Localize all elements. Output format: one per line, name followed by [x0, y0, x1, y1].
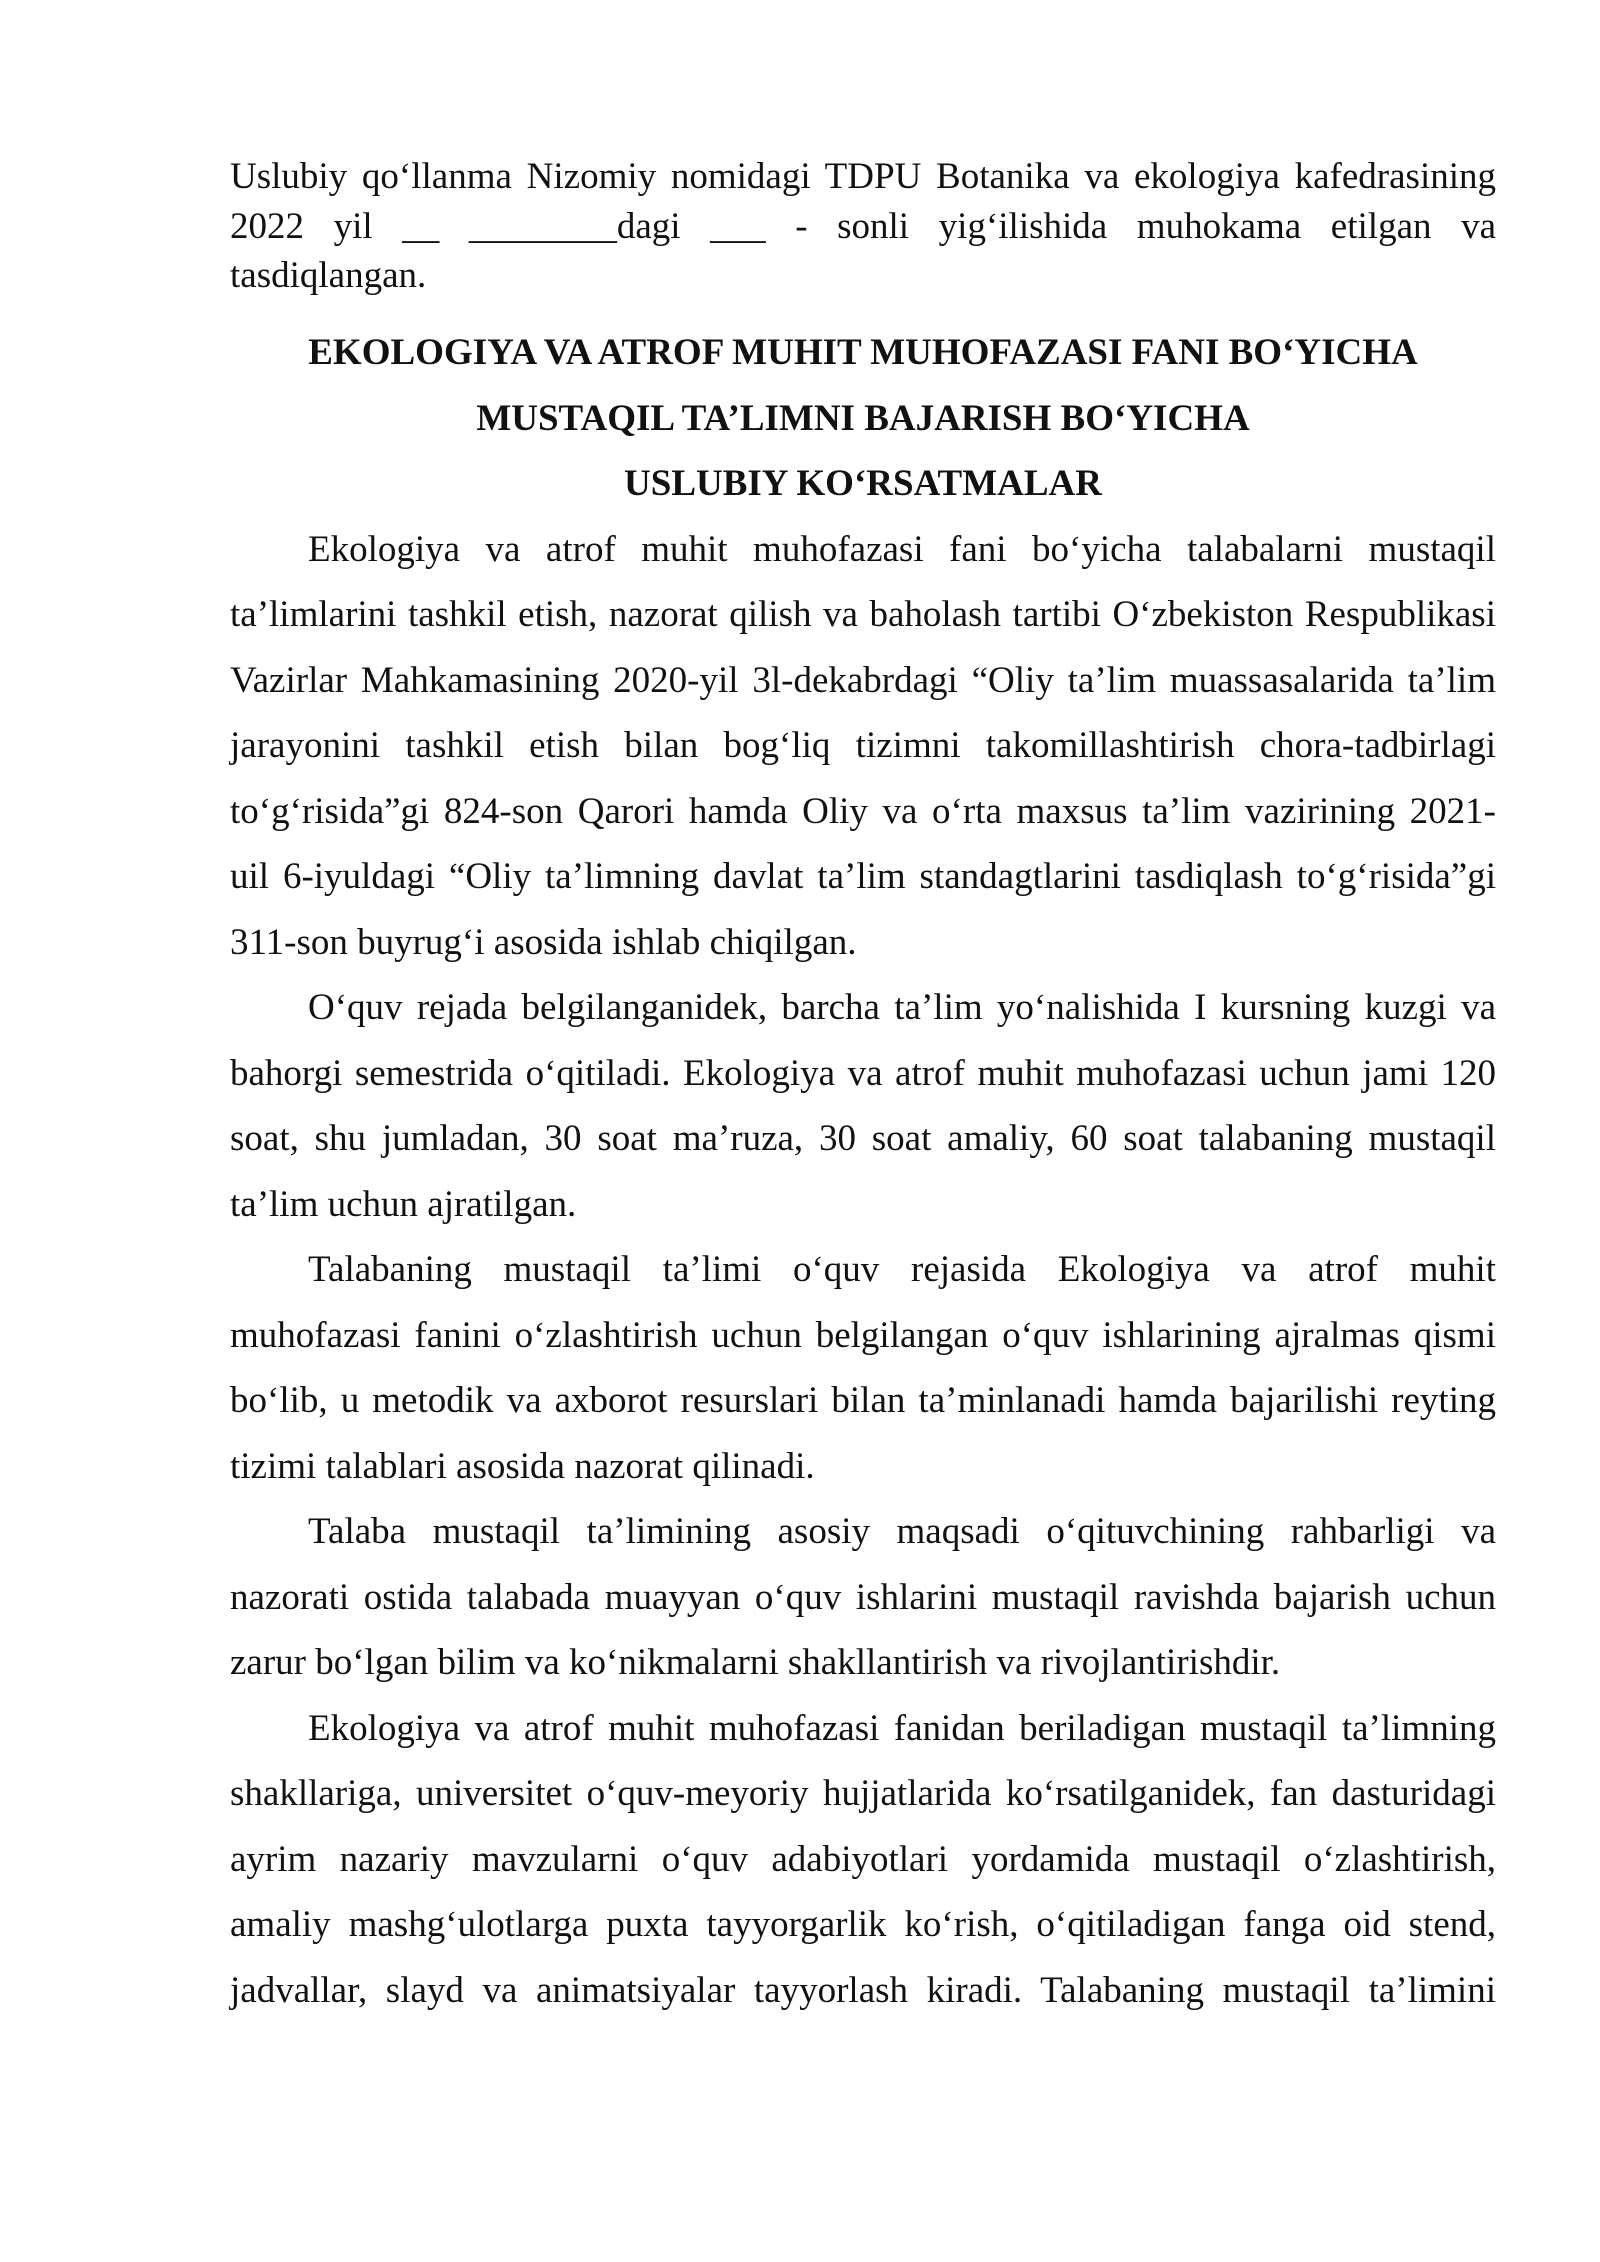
paragraph-line: nazorati ostida talabada muayyan o‘quv ishlarini mustaqil ravishda bajarish uchun [230, 1576, 1496, 1618]
paragraph-line: O‘quv rejada belgilanganidek, barcha ta’lim yo‘nalishida I kursning kuzgi va [308, 987, 1496, 1028]
paragraph-line: 311-son buyrug‘i asosida ishlab chiqilgan. [230, 921, 857, 963]
paragraph-line: to‘g‘risida”gi 824-son Qarori hamda Oliy va o‘rta maxsus ta’lim vazirining 2021- [230, 790, 1496, 832]
document-title [230, 320, 1496, 517]
paragraph-line: soat, shu jumladan, 30 soat ma’ruza, 30 soat amaliy, 60 soat talabaning mustaqil [230, 1118, 1496, 1159]
body-paragraph [230, 1696, 1496, 2024]
approval-note-line: tasdiqlangan. [230, 255, 427, 296]
paragraph-line: Talaba mustaqil ta’limining asosiy maqsadi o‘qituvchining rahbarligi va [308, 1511, 1496, 1552]
paragraph-line: bo‘lib, u metodik va axborot resurslari bilan ta’minlanadi hamda bajarilishi reyting [230, 1380, 1496, 1421]
paragraph-line: uil 6-iyuldagi “Oliy ta’limning davlat ta’lim standagtlarini tasdiqlash to‘g‘risida”gi [230, 856, 1496, 897]
paragraph-line: bahorgi semestrida o‘qitiladi. Ekologiya va atrof muhit muhofazasi uchun jami 120 [230, 1052, 1496, 1094]
paragraph-line: jadvallar, slayd va animatsiyalar tayyorlash kiradi. Talabaning mustaqil ta’limini [230, 1969, 1496, 2011]
paragraph-line: shakllariga, universitet o‘quv-meyoriy hujjatlarida ko‘rsatilganidek, fan dasturidagi [230, 1773, 1496, 1814]
paragraph-line: jarayonini tashkil etish bilan bog‘liq tizimni takomillashtirish chora-tadbirlagi [230, 725, 1496, 766]
title-line: MUSTAQIL TA’LIMNI BAJARISH BO‘YICHA [476, 397, 1250, 439]
body-paragraph [230, 1237, 1496, 1499]
approval-note-line: Uslubiy qo‘llanma Nizomiy nomidagi TDPU Botanika va ekologiya kafedrasining [230, 156, 1496, 197]
approval-note-line: 2022 yil __ ________dagi ___ - sonli yig‘ilishida muhokama etilgan va [230, 205, 1496, 247]
paragraph-line: Talabaning mustaqil ta’limi o‘quv rejasida Ekologiya va atrof muhit [308, 1249, 1496, 1290]
paragraph-line: Ekologiya va atrof muhit muhofazasi fani bo‘yicha talabalarni mustaqil [308, 528, 1496, 570]
document-body [230, 320, 1496, 2023]
paragraph-line: Vazirlar Mahkamasining 2020-yil 3l-dekabrdagi “Oliy ta’lim muassasalarida ta’lim [230, 659, 1496, 701]
paragraph-line: ta’limlarini tashkil etish, nazorat qilish va baholash tartibi O‘zbekiston Respublikasi [230, 594, 1496, 635]
body-paragraph [230, 517, 1496, 976]
approval-note [230, 152, 1496, 301]
body-paragraph [230, 1499, 1496, 1696]
title-line: EKOLOGIYA VA ATROF MUHIT MUHOFAZASI FANI BO‘YICHA [308, 332, 1418, 373]
paragraph-line: zarur bo‘lgan bilim va ko‘nikmalarni shakllantirish va rivojlantirishdir. [230, 1642, 1281, 1683]
paragraph-line: amaliy mashg‘ulotlarga puxta tayyorgarlik ko‘rish, o‘qitiladigan fanga oid stend, [230, 1904, 1496, 1945]
paragraph-line: ta’lim uchun ajratilgan. [230, 1183, 577, 1225]
title-line: USLUBIY KO‘RSATMALAR [624, 463, 1102, 504]
body-paragraph [230, 975, 1496, 1237]
paragraph-line: ayrim nazariy mavzularni o‘quv adabiyotlari yordamida mustaqil o‘zlashtirish, [230, 1838, 1496, 1880]
paragraph-line: tizimi talablari asosida nazorat qilinadi. [230, 1445, 815, 1487]
paragraph-line: muhofazasi fanini o‘zlashtirish uchun belgilangan o‘quv ishlarining ajralmas qismi [230, 1314, 1496, 1356]
paragraph-line: Ekologiya va atrof muhit muhofazasi fanidan beriladigan mustaqil ta’limning [308, 1707, 1496, 1749]
